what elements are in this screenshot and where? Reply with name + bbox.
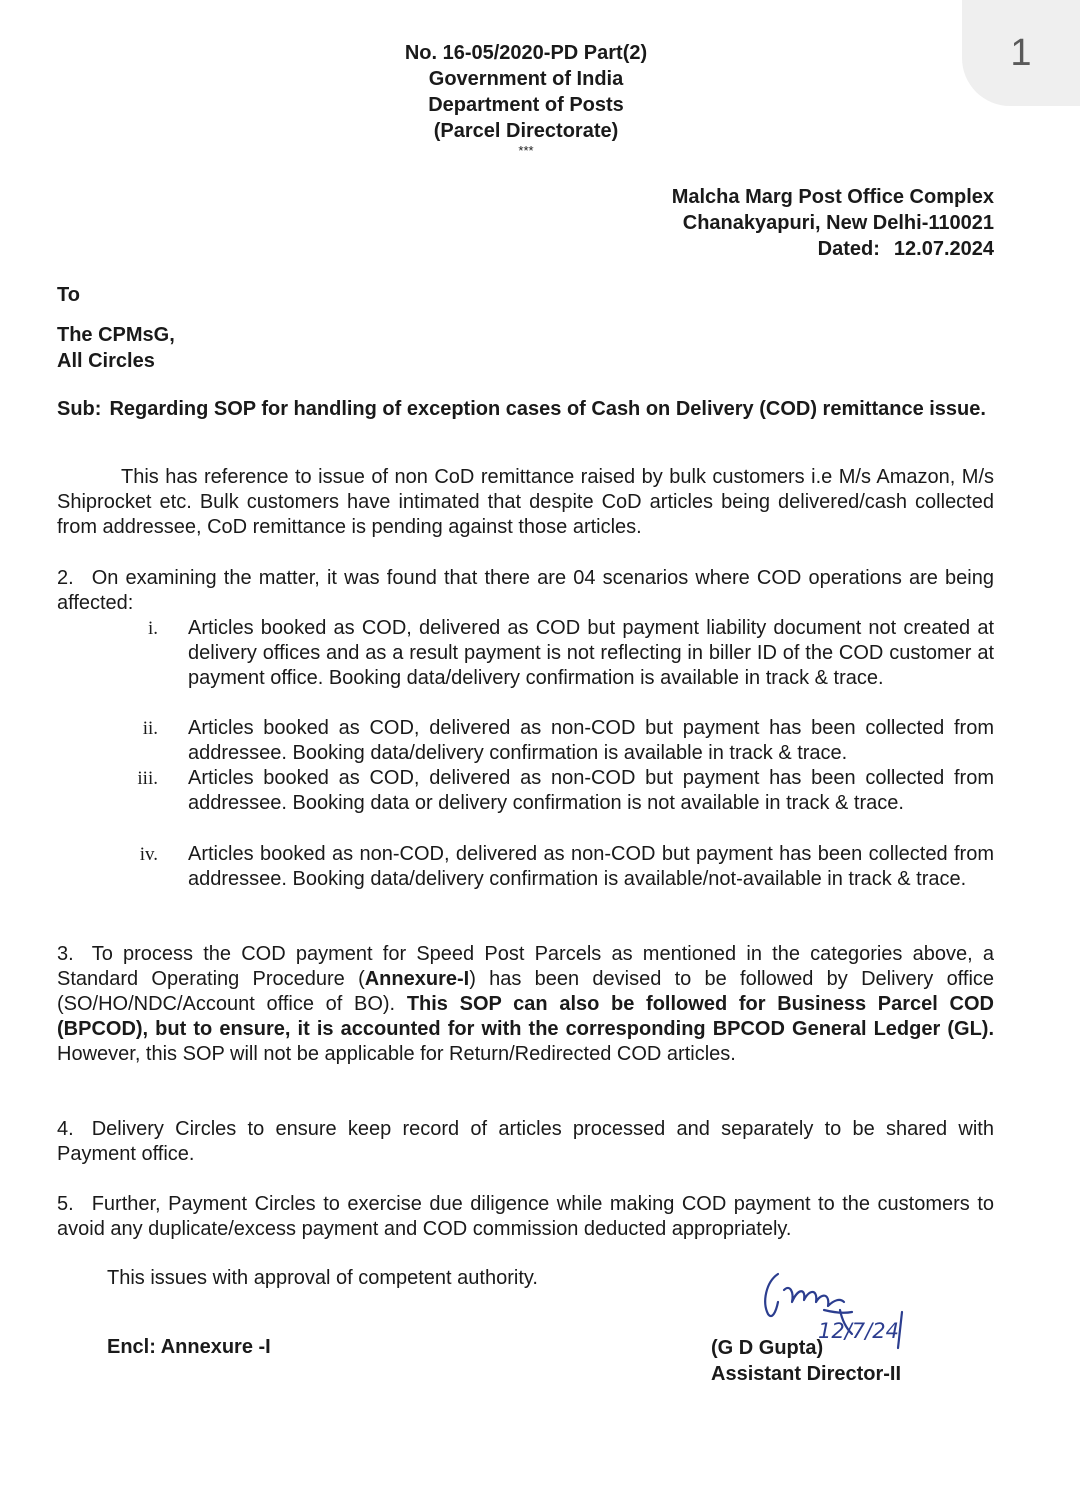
paragraph-3-text-a: To process the COD payment for Speed Post Parcels as mentioned in the categories above, a Standard Operating Procedure (	[57, 943, 994, 990]
paragraph-3-number: 3.	[57, 943, 74, 965]
signatory-designation: Assistant Director-II	[711, 1363, 902, 1385]
list-item-text: Articles booked as COD, delivered as COD but payment liability document not created at delivery offices and as a result payment is not reflecting in biller ID of the COD customer at payment office. Booking data/delivery confirmation is available in track & trace.	[188, 617, 994, 689]
list-item-text: Articles booked as non-COD, delivered as non-COD but payment has been collected from addressee. Booking data/delivery confirmation is available/not-available in track & trace.	[188, 843, 994, 890]
signature-date: 12/7/24	[818, 1319, 899, 1343]
directorate-name: (Parcel Directorate)	[433, 120, 619, 142]
list-item-number: i.	[147, 618, 158, 639]
list-item-text: Articles booked as COD, delivered as non-COD but payment has been collected from addressee. Booking data or delivery confirmation is not available in track & trace.	[188, 767, 994, 814]
paragraph-2-text: On examining the matter, it was found that there are 04 scenarios where COD operations are being affected:	[57, 567, 994, 614]
subject	[57, 397, 994, 422]
paragraph-4-number: 4.	[57, 1118, 74, 1140]
list-item-number: iii.	[137, 768, 158, 789]
paragraph-5-number: 5.	[57, 1193, 74, 1215]
letter-header	[0, 40, 1052, 158]
department-name: Department of Posts	[428, 94, 624, 116]
recipient	[57, 322, 994, 374]
to-label: To	[57, 284, 80, 306]
recipient-line-1: The CPMsG,	[57, 324, 175, 346]
page-number-badge: 1	[962, 0, 1080, 106]
list-item	[108, 842, 994, 892]
list-item-number: iv.	[139, 844, 158, 865]
address-line-1: Malcha Marg Post Office Complex	[671, 186, 994, 208]
sender-address	[672, 184, 994, 262]
recipient-line-2: All Circles	[57, 350, 155, 372]
paragraph-2	[57, 566, 994, 616]
address-line-2: Chanakyapuri, New Delhi-110021	[682, 212, 994, 234]
list-item-number: ii.	[142, 718, 158, 739]
paragraph-4-text: Delivery Circles to ensure keep record of articles processed and separately to be shared with Payment office.	[57, 1118, 994, 1165]
paragraph-3	[57, 942, 994, 1067]
paragraph-5	[57, 1192, 994, 1242]
file-number: No. 16-05/2020-PD Part(2)	[404, 42, 648, 64]
date-label: Dated:	[817, 238, 880, 260]
signatory-name: (G D Gupta)	[711, 1337, 824, 1359]
subject-label: Sub:	[57, 398, 102, 420]
list-item-text: Articles booked as COD, delivered as non-COD but payment has been collected from addressee. Booking data/delivery confirmation is available in track & trace.	[188, 717, 994, 764]
paragraph-4	[57, 1117, 994, 1167]
list-item	[108, 716, 994, 766]
paragraph-3-bold-text: This SOP can also be followed for Business Parcel COD (BPCOD), but to ensure, it is accounted for with the corresponding BPCOD General Ledger (GL).	[57, 993, 994, 1040]
enclosure: Encl: Annexure -I	[107, 1336, 271, 1358]
date-value: 12.07.2024	[893, 238, 994, 260]
approval-note: This issues with approval of competent authority.	[107, 1267, 538, 1289]
paragraph-5-text: Further, Payment Circles to exercise due diligence while making COD payment to the customers to avoid any duplicate/excess payment and COD commission deducted appropriately.	[57, 1193, 994, 1240]
government-name: Government of India	[428, 68, 624, 90]
paragraph-1: This has reference to issue of non CoD remittance raised by bulk customers i.e M/s Amazon, M/s Shiprocket etc. Bulk customers have intimated that despite CoD articles being delivered/cash collected from addressee, CoD remittance is pending against those articles.	[57, 466, 994, 538]
annexure-reference: Annexure-I	[364, 968, 470, 990]
paragraph-3-text-b: ) has been devised to be followed by Delivery office (SO/HO/NDC/Account office of BO).	[57, 968, 995, 1015]
list-item	[108, 616, 994, 691]
header-stars: ***	[518, 143, 534, 158]
paragraph-3-text-c: However, this SOP will not be applicable for Return/Redirected COD articles.	[57, 1043, 736, 1065]
signatory	[711, 1335, 901, 1387]
list-item	[108, 766, 994, 816]
date-line	[672, 236, 994, 262]
paragraph-2-number: 2.	[57, 567, 74, 589]
subject-text: Regarding SOP for handling of exception cases of Cash on Delivery (COD) remittance issue.	[109, 398, 986, 420]
